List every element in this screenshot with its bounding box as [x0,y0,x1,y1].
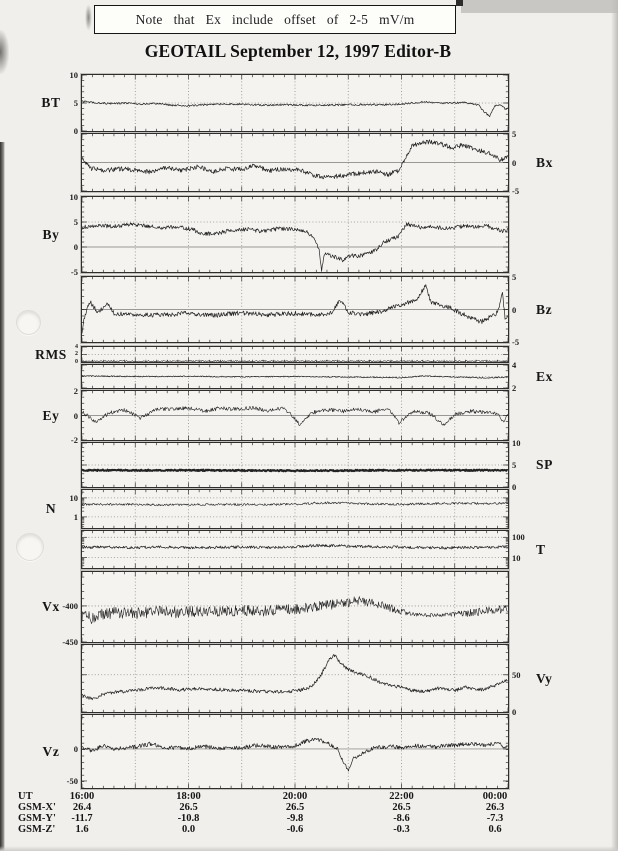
ytick-bz-5: 5 [512,272,517,282]
panel-vx [81,571,509,643]
panel-label-ex: Ex [536,368,553,384]
panel-label-ey: Ey [42,407,60,423]
ytick-ey-0: 0 [73,410,78,421]
ytick-vz-0: 0 [73,743,78,754]
ytick-vy-50: 50 [512,669,521,680]
ytick-by-0: 0 [73,242,78,252]
table-cell: 0.0 [181,824,196,835]
table-cell: 18:00 [176,791,201,802]
ytick-ey-2: 2 [73,386,78,396]
ytick-by--5: -5 [70,267,78,277]
panel-vy [81,644,509,713]
panel-bt [81,74,509,132]
table-cell: -10.8 [177,813,200,824]
ytick-t-10: 10 [512,552,521,563]
ytick-by-5: 5 [73,217,78,227]
ytick-sp-10: 10 [512,438,521,448]
ytick-bt-5: 5 [73,98,78,108]
table-cell: 26.4 [72,802,92,813]
table-cell: 0.6 [488,824,502,835]
row-label-gsm-y-: GSM-Y' [18,813,56,824]
scan-band-top-right [461,0,618,13]
hole-punch-bottom [16,533,44,561]
panel-bx [81,133,509,192]
table-cell: 20:00 [282,791,308,802]
ytick-bz--5: -5 [512,337,520,347]
ytick-sp-5: 5 [512,460,517,470]
panel-n [81,489,509,529]
table-cell: 22:00 [389,791,414,802]
table-cell: 26.3 [485,802,505,813]
panel-bz [81,276,509,343]
scan-edge-bottom [0,846,618,851]
ytick-by-10: 10 [69,192,78,202]
panel-label-n: N [45,501,57,516]
ytick-bz-0: 0 [512,304,517,315]
table-cell: 1.6 [75,824,89,835]
panel-vz [81,714,509,789]
panel-label-sp: SP [536,457,553,472]
ytick-bx--5: -5 [512,186,520,196]
table-cell: -0.3 [393,824,410,835]
ytick-vy-0: 0 [512,707,517,717]
panel-ey [81,390,509,441]
panel-label-vx: Vx [42,599,60,614]
hole-punch-top [16,310,41,335]
page-title: GEOTAIL September 12, 1997 Editor-B [144,41,452,61]
ytick-bt-0: 0 [73,126,78,136]
ytick-vx--400: -400 [62,600,78,611]
ytick-vz--50: -50 [66,775,78,786]
ytick-ex-4: 4 [512,360,517,370]
ytick-bt-10: 10 [69,70,78,80]
ytick-n-1: 1 [73,511,78,522]
panel-label-bz: Bz [536,301,553,317]
panel-label-vy: Vy [536,670,553,686]
table-cell: 16:00 [69,791,95,802]
note-text: Note that Ex include offset of 2-5 mV/m [135,12,415,27]
ytick-rms-2: 2 [75,351,78,357]
row-label-gsm-z-: GSM-Z' [18,824,56,835]
panel-sp [81,442,509,488]
row-label-gsm-x-: GSM-X' [18,802,56,813]
table-cell: 26.5 [392,802,411,813]
panel-label-by: By [42,226,60,242]
panel-label-vz: Vz [42,743,60,759]
table-cell: -11.7 [71,813,93,824]
ytick-bx-0: 0 [512,157,517,168]
ytick-t-100: 100 [512,532,525,543]
ytick-sp-0: 0 [512,482,517,492]
ytick-ey--2: -2 [70,435,78,445]
note-box [94,5,456,34]
scan-smudge-note [85,4,92,31]
table-cell: 00:00 [482,791,508,802]
table-cell: 26.5 [285,802,305,813]
table-cell: -9.8 [286,813,304,824]
panel-ex [81,364,509,389]
panel-t [81,530,509,569]
panel-label-t: T [536,541,546,557]
panel-label-rms: RMS [35,346,67,362]
scan-edge-right [611,0,618,851]
table-cell: 26.5 [179,802,198,813]
panel-rms [81,346,509,363]
ytick-rms-4: 4 [75,343,78,350]
ytick-vx--450: -450 [62,637,78,647]
row-label-ut: UT [18,791,33,802]
ytick-n-10: 10 [69,492,78,503]
table-cell: -0.6 [286,824,304,835]
table-cell: -8.6 [393,813,410,824]
ytick-ex-2: 2 [512,383,517,393]
ytick-rms-0: 0 [75,358,78,365]
ytick-bx-5: 5 [512,129,517,139]
panel-label-bt: BT [41,95,61,110]
panel-by [81,196,509,273]
panel-label-bx: Bx [536,154,553,170]
note-corner-mark [456,0,463,6]
table-cell: -7.3 [486,813,504,824]
